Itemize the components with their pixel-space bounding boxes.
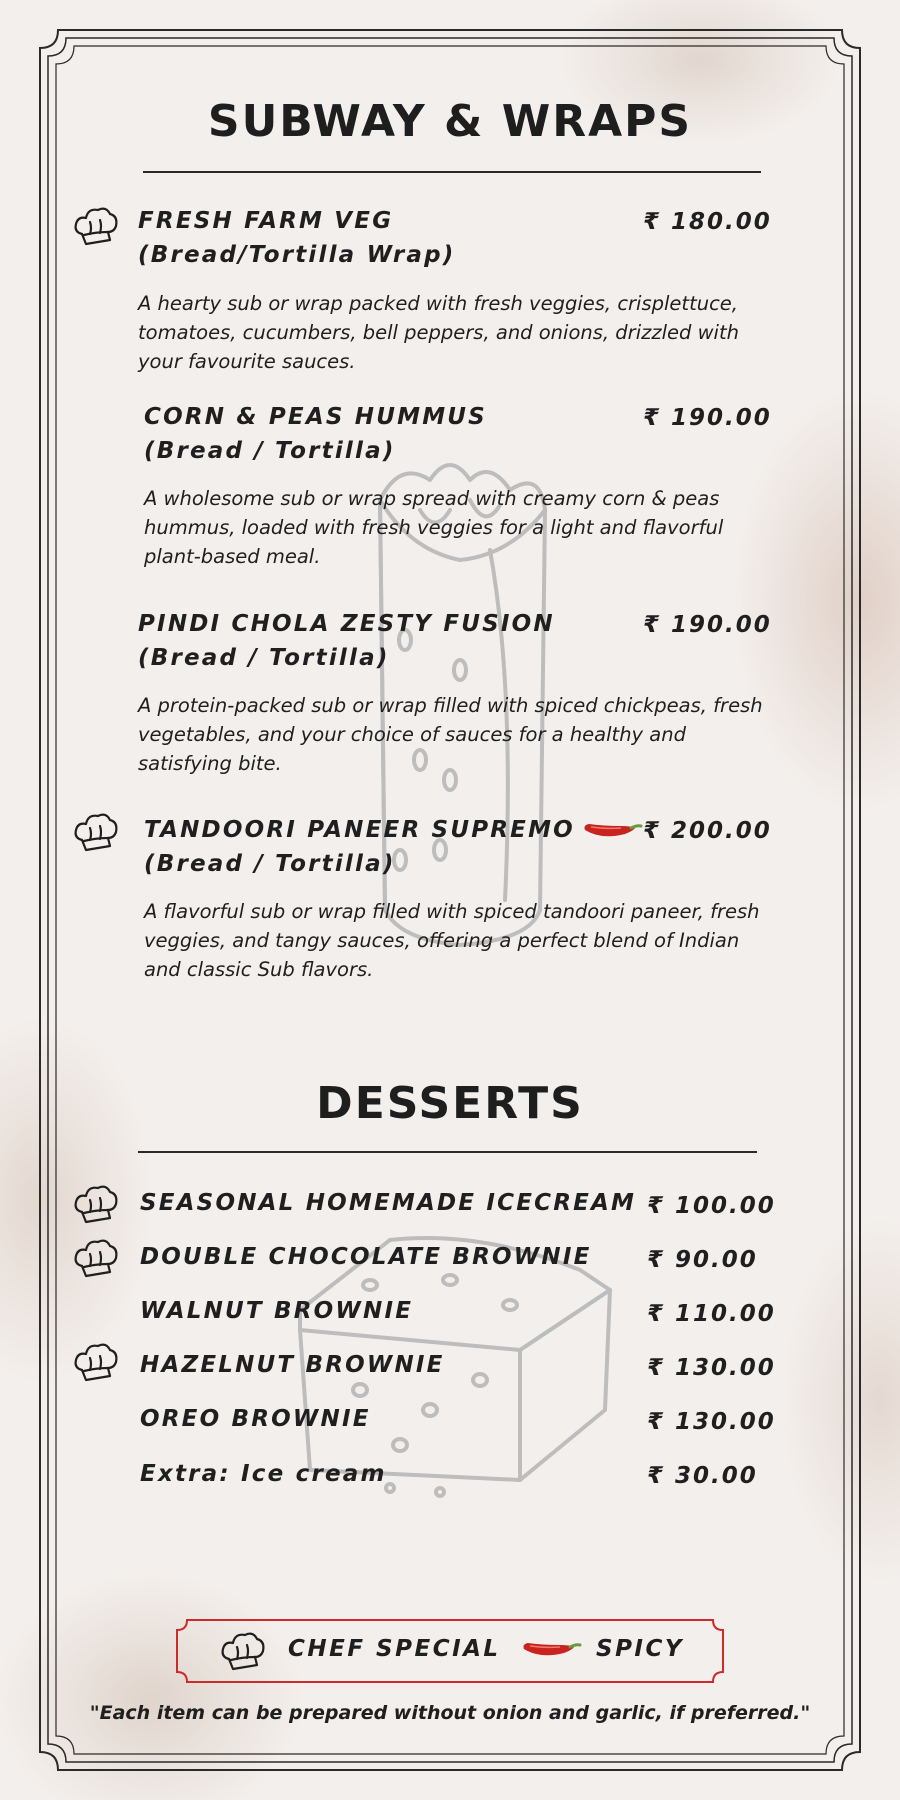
dessert-name: OREO BROWNIE [140, 1406, 371, 1432]
item-name-line1: FRESH FARM VEG [138, 208, 394, 234]
footnote: "Each item can be prepared without onion and garlic, if preferred." [89, 1702, 811, 1724]
dessert-name: HAZELNUT BROWNIE [140, 1352, 445, 1378]
dessert-name: SEASONAL HOMEMADE ICECREAM [140, 1190, 637, 1216]
chef-hat-icon [72, 1340, 120, 1384]
dessert-price: ₹ 130.00 [647, 1355, 776, 1381]
item-description: A wholesome sub or wrap spread with creamy corn & peas hummus, loaded with fresh veggies for a light and flavorful plant-based meal. [144, 487, 724, 568]
section-divider-desserts [138, 1151, 757, 1153]
chef-hat-icon [219, 1629, 267, 1673]
dessert-price: ₹ 110.00 [647, 1301, 776, 1327]
chili-pepper-icon [581, 820, 643, 842]
item-name-line2: (Bread / Tortilla) [144, 851, 396, 877]
item-name-line1: PINDI CHOLA ZESTY FUSION [138, 611, 555, 637]
item-name-text: TANDOORI PANEER SUPREMO [144, 817, 575, 843]
dessert-price: ₹ 30.00 [647, 1463, 758, 1489]
chef-hat-icon [72, 204, 120, 248]
dessert-price: ₹ 90.00 [647, 1247, 758, 1273]
dessert-price: ₹ 100.00 [647, 1193, 776, 1219]
legend-chef-special-label: CHEF SPECIAL [288, 1636, 501, 1662]
item-price: ₹ 180.00 [643, 209, 772, 235]
item-name-line1: CORN & PEAS HUMMUS [144, 404, 487, 430]
item-name-line2: (Bread/Tortilla Wrap) [138, 242, 456, 268]
dessert-name: WALNUT BROWNIE [140, 1298, 414, 1324]
section-divider-wraps [143, 171, 761, 173]
item-name-line2: (Bread / Tortilla) [144, 438, 396, 464]
dessert-price: ₹ 130.00 [647, 1409, 776, 1435]
item-price: ₹ 190.00 [643, 612, 772, 638]
section-title-wraps: SUBWAY & WRAPS [207, 96, 693, 147]
chef-hat-icon [72, 1182, 120, 1226]
item-description: A flavorful sub or wrap filled with spiced tandoori paneer, fresh veggies, and tangy sauces, offering a perfect blend of Indian and classic Sub flavors. [144, 900, 760, 981]
section-title-desserts: DESSERTS [316, 1078, 584, 1129]
item-description: A protein-packed sub or wrap filled with spiced chickpeas, fresh vegetables, and your choice of sauces for a healthy and satisfying bite. [138, 694, 763, 775]
legend-spicy-label: SPICY [596, 1636, 685, 1662]
chef-hat-icon [72, 1236, 120, 1280]
item-name-line2: (Bread / Tortilla) [138, 645, 390, 671]
chef-hat-icon [72, 810, 120, 854]
chili-pepper-icon [520, 1639, 582, 1661]
item-description: A hearty sub or wrap packed with fresh veggies, crisplettuce, tomatoes, cucumbers, bell peppers, and onions, drizzled with your favourite sauces. [138, 292, 739, 373]
dessert-name: Extra: Ice cream [140, 1461, 387, 1487]
dessert-name: DOUBLE CHOCOLATE BROWNIE [140, 1244, 592, 1270]
legend-box [175, 1618, 725, 1684]
item-price: ₹ 200.00 [643, 818, 772, 844]
item-price: ₹ 190.00 [643, 405, 772, 431]
